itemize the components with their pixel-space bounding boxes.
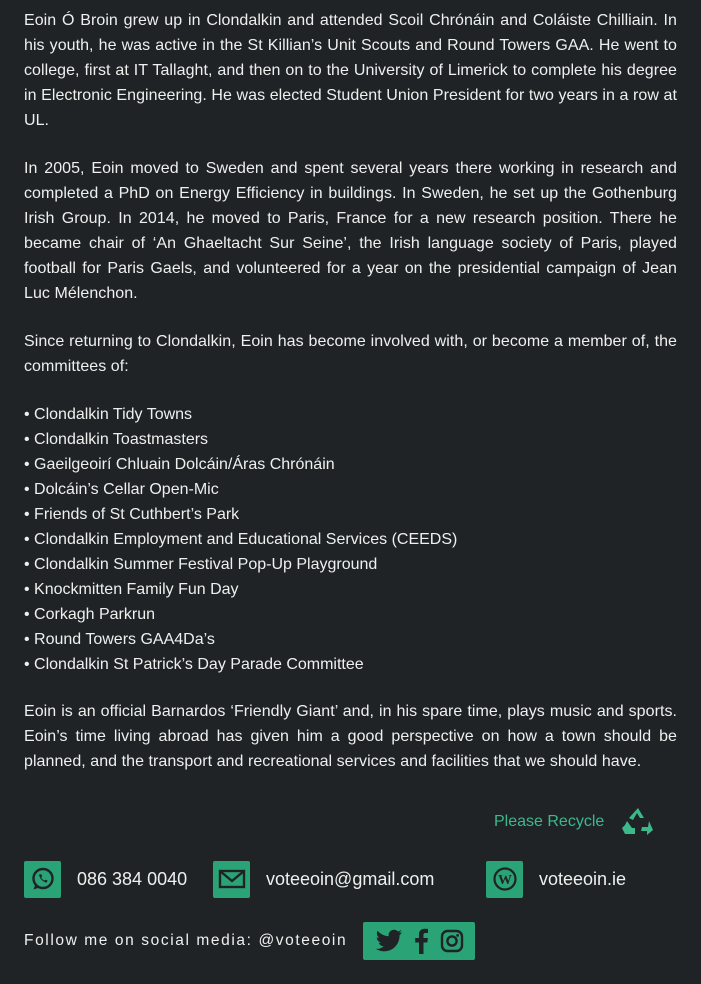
twitter-icon[interactable] — [375, 929, 403, 953]
list-item: • Clondalkin Toastmasters — [24, 427, 677, 452]
bio-paragraph-early-life: Eoin Ó Broin grew up in Clondalkin and attended Scoil Chrónáin and Coláiste Chilliain. In his youth, he was active in the St Killian’s Unit Scouts and Round Towers GAA. He went to college, first at IT Tallaght, and then on to the University of Limerick to complete his degree in Electronic Engineering. He was elected Student Union President for two years in a row at UL. — [24, 12, 677, 129]
bio-paragraph-committees-intro: Since returning to Clondalkin, Eoin has become involved with, or become a member of, the committees of: — [24, 333, 677, 375]
committee-list — [24, 402, 677, 677]
list-item: • Dolcáin’s Cellar Open-Mic — [24, 477, 677, 502]
list-item: • Corkagh Parkrun — [24, 602, 677, 627]
social-media-footer — [24, 922, 475, 960]
email-address: voteeoin@gmail.com — [266, 868, 435, 889]
social-icons — [363, 922, 475, 960]
instagram-icon[interactable] — [440, 929, 464, 953]
bio-paragraph-closing: Eoin is an official Barnardos ‘Friendly Giant’ and, in his spare time, plays music and sports. Eoin’s time living abroad has given him a good perspective on how a town should be planned, and the transport and recreational services and facilities that we should have. — [24, 703, 677, 770]
list-item: • Knockmitten Family Fun Day — [24, 577, 677, 602]
facebook-icon[interactable] — [413, 928, 429, 954]
wordpress-icon — [486, 861, 523, 898]
svg-text:W: W — [497, 873, 512, 888]
website-contact[interactable] — [486, 860, 626, 898]
mail-icon — [213, 861, 250, 898]
contact-bar — [24, 860, 684, 898]
list-item: • Clondalkin Tidy Towns — [24, 402, 677, 427]
recycle-label: Please Recycle — [494, 813, 605, 830]
phone-contact[interactable] — [24, 860, 187, 898]
list-item: • Clondalkin St Patrick’s Day Parade Committee — [24, 652, 677, 677]
list-item: • Friends of St Cuthbert’s Park — [24, 502, 677, 527]
list-item: • Clondalkin Summer Festival Pop-Up Playground — [24, 552, 677, 577]
list-item: • Round Towers GAA4Da’s — [24, 627, 677, 652]
phone-number: 086 384 0040 — [77, 868, 188, 889]
email-contact[interactable] — [213, 860, 434, 898]
website-url: voteeoin.ie — [539, 868, 627, 889]
recycle-icon — [620, 806, 656, 838]
list-item: • Gaeilgeoirí Chluain Dolcáin/Áras Chrónáin — [24, 452, 677, 477]
whatsapp-icon — [24, 861, 61, 898]
list-item: • Clondalkin Employment and Educational Services (CEEDS) — [24, 527, 677, 552]
recycle-notice — [494, 806, 656, 838]
social-label: Follow me on social media: @voteeoin — [24, 932, 348, 949]
bio-paragraph-abroad: In 2005, Eoin moved to Sweden and spent several years there working in research and completed a PhD on Energy Efficiency in buildings. In Sweden, he set up the Gothenburg Irish Group. In 2014, he moved to Paris, France for a new research position. There he became chair of ‘An Ghaeltacht Sur Seine’, the Irish language society of Paris, played football for Paris Gaels, and volunteered for a year on the presidential campaign of Jean Luc Mélenchon. — [24, 160, 677, 302]
